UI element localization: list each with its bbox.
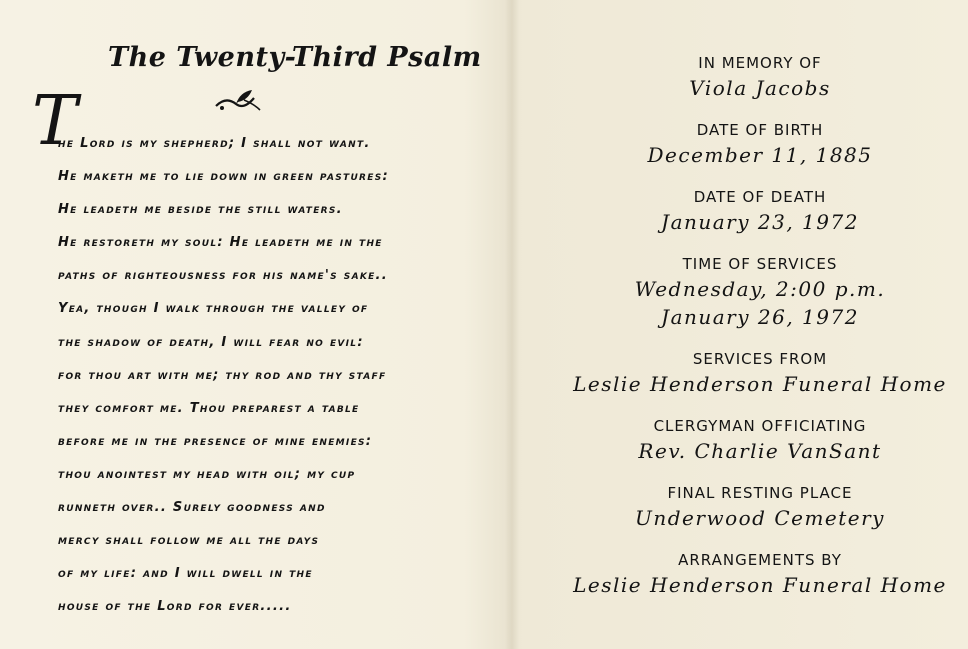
clergy-section [560,415,960,465]
psalm-line: they comfort me. Thou preparest a table [58,400,360,416]
psalm-line: runneth over.. Surely goodness and [58,500,326,516]
flourish-ornament-icon [214,86,264,114]
psalm-line: He maketh me to lie down in green pastures: [58,169,390,185]
services-from-section [560,348,960,398]
arrangements-label: ARRANGEMENTS BY [678,551,842,569]
arrangements-section [560,549,960,599]
resting-place: Underwood Cemetery [635,506,885,530]
center-fold [505,0,519,649]
psalm-line: before me in the presence of mine enemies: [58,433,373,449]
arrangements-by: Leslie Henderson Funeral Home [573,573,947,597]
memory-label: IN MEMORY OF [698,54,822,72]
services-time-section [560,253,960,331]
psalm-line: house of the Lord for ever..... [58,599,292,615]
services-time: Wednesday, 2:00 p.m. [634,277,886,301]
psalm-line: the shadow of death, I will fear no evil: [58,334,364,350]
psalm-drop-cap: T [32,82,78,161]
birth-date: December 11, 1885 [647,143,873,167]
psalm-line: He restoreth my soul: He leadeth me in the [58,235,383,251]
services-from-label: SERVICES FROM [692,350,828,368]
resting-label: FINAL RESTING PLACE [667,484,853,502]
death-date: January 23, 1972 [661,210,859,234]
memorial-details-panel [560,52,960,599]
deceased-name: Viola Jacobs [689,76,831,100]
psalm-line: thou anointest my head with oil; my cup [58,466,356,482]
services-time-label: TIME OF SERVICES [682,255,838,273]
clergy-name: Rev. Charlie VanSant [638,439,882,463]
psalm-line: paths of righteousness for his name's sake.. [58,268,389,284]
psalm-line: of my life: and I will dwell in the [58,566,313,582]
psalm-line: mercy shall follow me all the days [58,533,320,549]
psalm-line: Yea, though I walk through the valley of [58,301,369,317]
services-date: January 26, 1972 [661,305,859,329]
clergy-label: CLERGYMAN OFFICIATING [653,417,867,435]
psalm-text [58,134,458,630]
resting-section [560,482,960,532]
psalm-title: The Twenty-Third Psalm [108,42,482,73]
psalm-line: for thou art with me; thy rod and thy staff [58,367,387,383]
death-label: DATE OF DEATH [693,188,827,206]
psalm-line: He leadeth me beside the still waters. [58,202,343,218]
services-from: Leslie Henderson Funeral Home [573,372,947,396]
memory-section [560,52,960,102]
birth-section [560,119,960,169]
psalm-line: he Lord is my shepherd; I shall not want. [58,136,371,151]
birth-label: DATE OF BIRTH [696,121,824,139]
death-section [560,186,960,236]
